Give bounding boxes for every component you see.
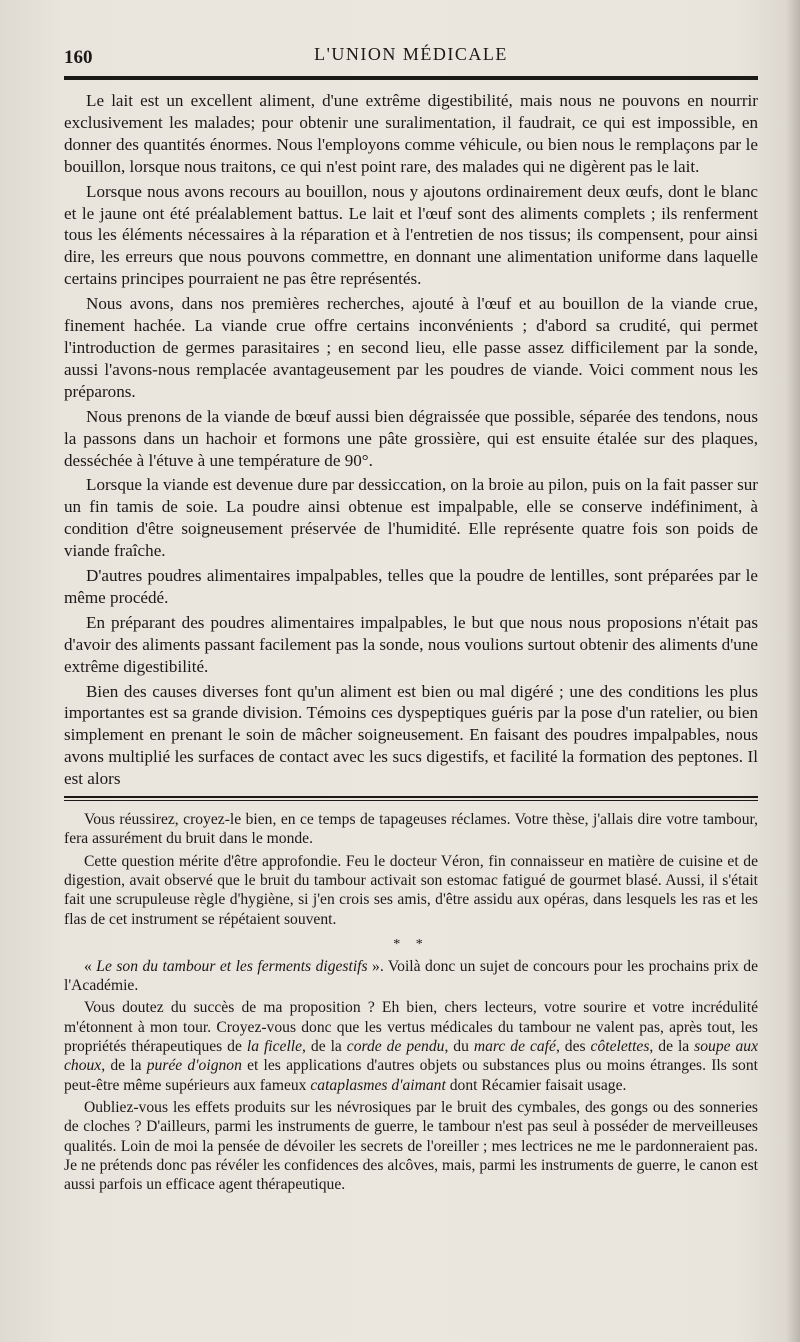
italic-remedy: cataplasmes d'aimant bbox=[310, 1076, 446, 1094]
page-header bbox=[64, 30, 758, 70]
note-text: dont Récamier faisait usage. bbox=[445, 1076, 627, 1094]
note-paragraph bbox=[64, 957, 758, 996]
note-text: , du bbox=[444, 1038, 474, 1056]
running-title: L'UNION MÉDICALE bbox=[314, 44, 508, 64]
note-paragraph: Cette question mérite d'être approfondie. Feu le docteur Véron, fin connaisseur en matière de cuisine et de digestion, avait observé que le bruit du tambour activait son estomac fatigué de gourmet blasé. Aussi, il s'était fait une scrupuleuse règle d'hygiène, si j'en crois ses amis, d'être assidu aux opéras, dans lesquels les ras et les flas de cet instrument se répétaient souvent. bbox=[64, 852, 758, 928]
paragraph: Bien des causes diverses font qu'un aliment est bien ou mal digéré ; une des conditions les plus importantes est sa grande division. Témoins ces dyspeptiques guéris par la pose d'un ratelier, ou bien simplement en prenant le soin de mâcher soigneusement. En faisant des poudres impalpables, nous avons multiplié les surfaces de contact avec les sucs digestifs, et facilité la formation des peptones. Il est alors bbox=[64, 681, 758, 789]
asterism-text: * * bbox=[393, 936, 429, 952]
header-rule bbox=[64, 76, 758, 80]
note-paragraph: Vous réussirez, croyez-le bien, en ce temps de tapageuses réclames. Votre thèse, j'allais dire votre tambour, fera assurément du bruit dans le monde. bbox=[64, 811, 758, 848]
italic-remedy: corde de pendu bbox=[346, 1038, 445, 1056]
note-text: , de la bbox=[649, 1038, 695, 1056]
paragraph: Lorsque nous avons recours au bouillon, nous y ajoutons ordinairement deux œufs, dont le blanc et le jaune ont été préalablement battus. Le lait et l'œuf sont des aliments complets ; ils renferment tous les éléments nécessaires à la réparation et à l'entretien de nos tissus; ils compensent, pour ainsi dire, les erreurs que nous pouvons commettre, en donnant une alimentation uniforme dans laquelle certains principes pourraient ne pas être représentés. bbox=[64, 181, 758, 289]
asterism-divider bbox=[64, 936, 758, 952]
paragraph: Le lait est un excellent aliment, d'une extrême digestibilité, mais nous ne pouvons en nourrir exclusivement les malades; pour obtenir une suralimentation, il faudrait, ce qui est impossible, en donner des quantités énormes. Nous l'employons comme véhicule, ou bien nous le remplaçons par le bouillon, lorsque nous traitons, ce qui n'est point rare, des malades qui ne digèrent pas le lait. bbox=[64, 91, 758, 176]
note-text: ». Voilà donc un sujet de concours pour les prochains prix de l'Académie. bbox=[64, 957, 759, 995]
feuilleton-text bbox=[64, 810, 758, 1194]
note-paragraph bbox=[64, 998, 758, 1094]
quote-open: « bbox=[84, 957, 97, 975]
italic-remedy: soupe aux choux bbox=[64, 1038, 759, 1075]
page-number: 160 bbox=[64, 47, 93, 68]
paragraph: Lorsque la viande est devenue dure par dessiccation, on la broie au pilon, puis on la fait passer sur un fin tamis de soie. La poudre ainsi obtenue est impalpable, elle se conserve indéfiniment, à condition d'être soigneusement préservée de l'humidité. Elle représente quatre fois son poids de viande fraîche. bbox=[64, 475, 758, 561]
page-edge-shadow bbox=[786, 0, 800, 1342]
italic-remedy: purée d'oignon bbox=[146, 1057, 242, 1075]
italic-remedy: la ficelle bbox=[246, 1038, 303, 1056]
main-text bbox=[64, 90, 758, 790]
italic-title: Le son du tambour et les ferments digestifs bbox=[96, 957, 368, 975]
paragraph: Nous avons, dans nos premières recherches, ajouté à l'œuf et au bouillon de la viande crue, finement hachée. La viande crue offre certains inconvénients ; d'abord sa crudité, qui permet l'introduction de germes parasitaires ; en second lieu, elle passe assez difficilement par la sonde, aussi l'avons-nous remplacée avantageusement par les poudres de viande. Voici comment nous les préparons. bbox=[64, 294, 758, 401]
italic-remedy: côtelettes bbox=[590, 1038, 650, 1056]
paragraph: D'autres poudres alimentaires impalpables, telles que la poudre de lentilles, sont préparées par le même procédé. bbox=[64, 566, 758, 607]
paragraph: Nous prenons de la viande de bœuf aussi bien dégraissée que possible, séparée des tendons, nous la passons dans un hachoir et formons une pâte grossière, qui est ensuite étalée sur des plaques, desséchée à l'étuve à une température de 90°. bbox=[64, 406, 758, 470]
note-text: et les applications d'autres objets ou substances plus ou moins étranges. Ils sont peut-être même supérieurs aux fameux bbox=[64, 1057, 758, 1094]
note-paragraph: Oubliez-vous les effets produits sur les névrosiques par le bruit des cymbales, des gongs ou des sonneries de cloches ? D'ailleurs, parmi les instruments de guerre, le tambour n'est pas seul à posséder de merveilleuses qualités. Loin de moi la pensée de dévoiler les secrets de l'oreiller ; mes lectrices ne me le pardonneraient pas. Je ne prétends donc pas révéler les confidences des alcôves, mais, parmi les instruments de guerre, le canon est aussi parfois un efficace agent thérapeutique. bbox=[64, 1098, 758, 1194]
feuilleton-separator-rule bbox=[64, 796, 758, 801]
paragraph: En préparant des poudres alimentaires impalpables, le but que nous nous proposions n'était pas d'avoir des aliments passant facilement pas la sonde, nous voulions surtout obtenir des aliments d'une extrême digestibilité. bbox=[64, 612, 758, 676]
italic-remedy: marc de café bbox=[473, 1038, 556, 1056]
note-text: Vous doutez du succès de ma proposition ? Eh bien, chers lecteurs, votre sourire et votre incrédulité m'étonnent à mon tour. Croyez-vous donc que les vertus médicales du tambour ne valent pas, après tout, les propriétés thérapeutiques de bbox=[64, 999, 758, 1056]
note-text: , de la bbox=[101, 1057, 147, 1075]
note-text: , des bbox=[555, 1038, 591, 1056]
note-text: , de la bbox=[302, 1038, 347, 1056]
